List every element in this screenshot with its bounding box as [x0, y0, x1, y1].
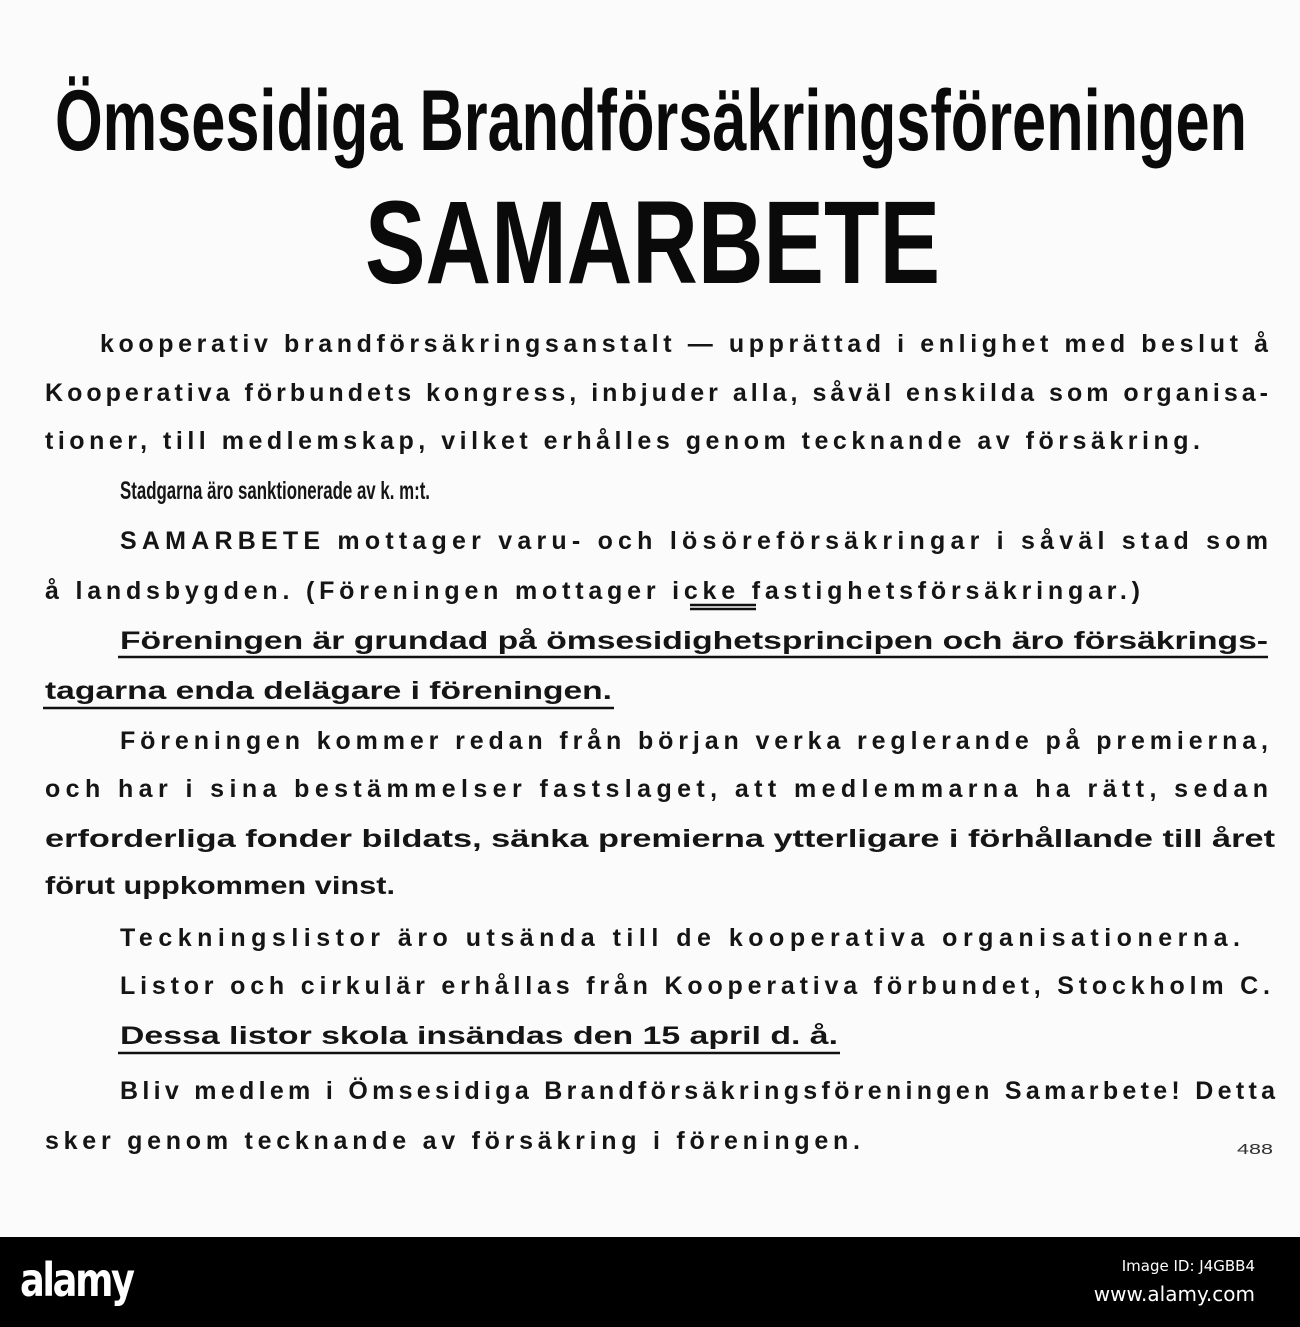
body-line-underlined: Dessa listor skola insändas den 15 april d. å.	[120, 1022, 838, 1050]
body-line: sker genom tecknande av försäkring i föreningen.	[45, 1127, 860, 1155]
body-line: Föreningen kommer redan från början verka reglerande på premierna,	[120, 727, 1269, 755]
body-line: kooperativ brandförsäkringsanstalt — upprättad i enlighet med beslut å	[100, 330, 1268, 358]
body-line: tioner, till medlemskap, vilket erhålles genom tecknande av försäkring.	[45, 427, 1201, 455]
website-link: www.alamy.com	[1093, 1282, 1255, 1306]
body-line: Kooperativa förbundets kongress, inbjuder alla, såväl enskilda som organisa-	[45, 379, 1268, 407]
heading-samarbete: SAMARBETE	[365, 177, 940, 309]
body-line: Teckningslistor äro utsända till de kooperativa organisationerna.	[120, 924, 1240, 952]
body-line: SAMARBETE mottager varu- och lösöreförsäkringar i såväl stad som	[120, 527, 1268, 555]
body-line: erforderliga fonder bildats, sänka premierna ytterligare i förhållande till året	[45, 825, 1276, 853]
body-line: och har i sina bestämmelser fastslaget, att medlemmarna ha rätt, sedan	[45, 775, 1269, 803]
heading-association-name: Ömsesidiga Brandförsäkringsföreningen	[55, 73, 1247, 169]
body-line: Stadgarna äro sanktionerade av k. m:t.	[120, 477, 430, 505]
body-line: å landsbygden. (Föreningen mottager icke fastighetsförsäkringar.)	[45, 577, 1140, 605]
image-id: Image ID: J4GBB4	[1121, 1257, 1255, 1275]
page-number: 488	[1237, 1141, 1273, 1158]
body-line: förut uppkommen vinst.	[45, 872, 395, 900]
alamy-logo: alamy	[20, 1253, 133, 1307]
body-line: Listor och cirkulär erhållas från Kooperativa förbundet, Stockholm C.	[120, 972, 1270, 1000]
body-line-underlined: Föreningen är grundad på ömsesidighetsprincipen och äro försäkrings-	[120, 627, 1268, 655]
body-line: Bliv medlem i Ömsesidiga Brandförsäkringsföreningen Samarbete! Detta	[120, 1077, 1275, 1105]
watermark-footer	[0, 1237, 1300, 1327]
body-line-underlined: tagarna enda delägare i föreningen.	[45, 677, 612, 705]
